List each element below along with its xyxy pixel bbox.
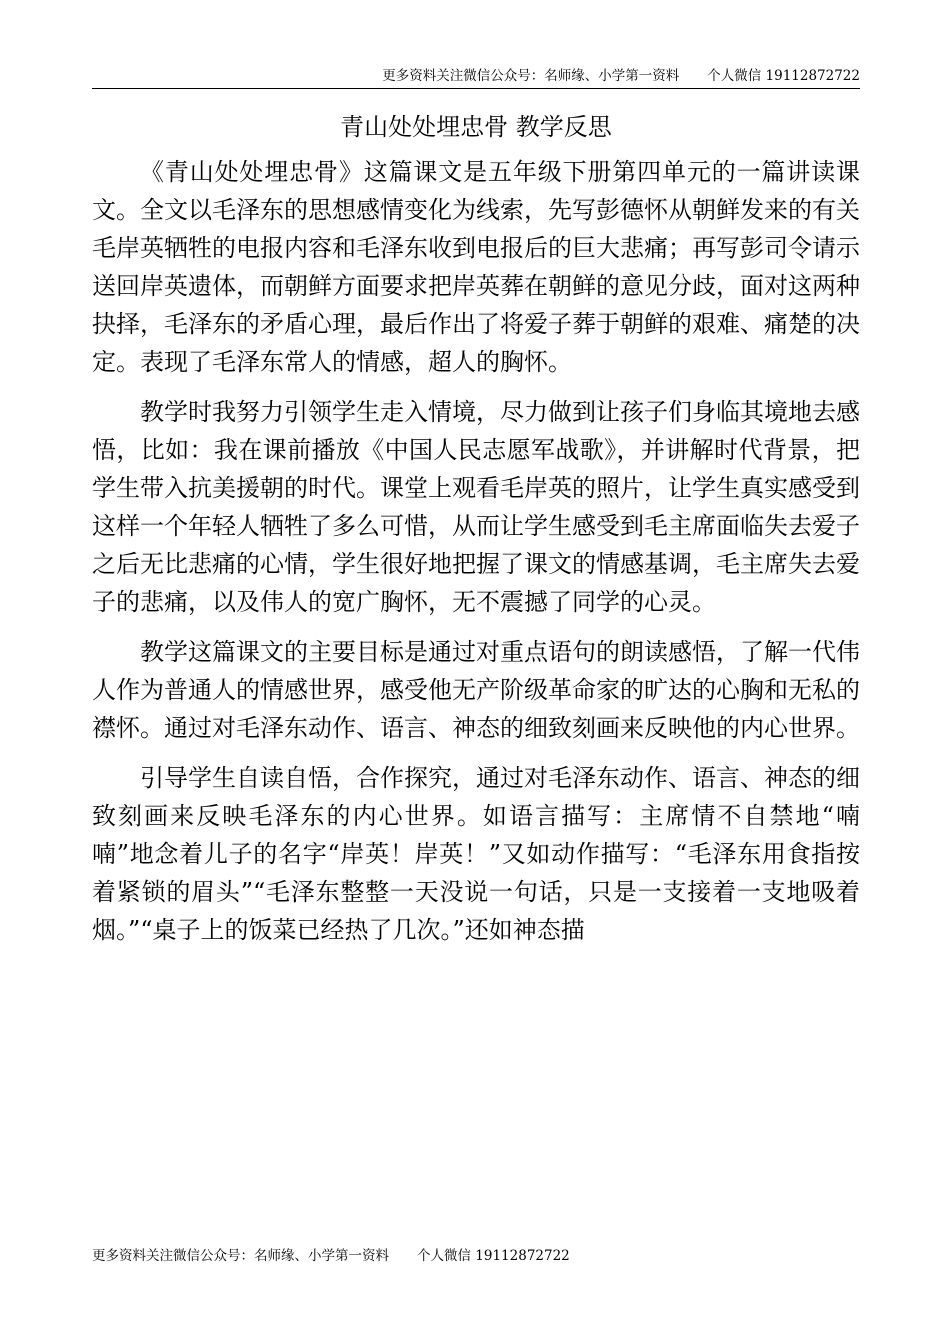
document-title: 青山处处埋忠骨 教学反思	[340, 113, 612, 141]
footer-promo-text: 更多资料关注微信公众号：名师缘、小学第一资料	[92, 1248, 389, 1264]
paragraph-4: 引导学生自读自悟，合作探究，通过对毛泽东动作、语言、神态的细致刻画来反映毛泽东的内心世界。如语言描写：主席情不自禁地“喃喃”地念着儿子的名字“岸英！岸英！”又如动作描写：“毛泽东用食指按着紧锁的眉头”“毛泽东整整一天没说一句话，只是一支接着一支地吸着烟。”“桌子上的饭菜已经热了几次。”还如神态描	[92, 764, 860, 944]
footer-wechat-text: 个人微信 19112872722	[417, 1248, 570, 1264]
page-footer	[92, 1248, 570, 1264]
paragraph-3: 教学这篇课文的主要目标是通过对重点语句的朗读感悟，了解一代伟人作为普通人的情感世界，感受他无产阶级革命家的旷达的心胸和无私的襟怀。通过对毛泽东动作、语言、神态的细致刻画来反映他的内心世界。	[92, 638, 860, 742]
document-body	[92, 153, 860, 961]
header-promo-text: 更多资料关注微信公众号：名师缘、小学第一资料	[382, 68, 680, 84]
paragraph-2: 教学时我努力引领学生走入情境，尽力做到让孩子们身临其境地去感悟，比如：我在课前播放《中国人民志愿军战歌》，并讲解时代背景，把学生带入抗美援朝的时代。课堂上观看毛岸英的照片，让学生真实感受到这样一个年轻人牺牲了多么可惜，从而让学生感受到毛主席面临失去爱子之后无比悲痛的心情，学生很好地把握了课文的情感基调，毛主席失去爱子的悲痛，以及伟人的宽广胸怀，无不震撼了同学的心灵。	[92, 398, 860, 616]
page-header	[92, 68, 860, 89]
header-wechat-text: 个人微信 19112872722	[707, 68, 860, 84]
paragraph-1: 《青山处处埋忠骨》这篇课文是五年级下册第四单元的一篇讲读课文。全文以毛泽东的思想感情变化为线索，先写彭德怀从朝鲜发来的有关毛岸英牺牲的电报内容和毛泽东收到电报后的巨大悲痛；再写彭司令请示送回岸英遗体，而朝鲜方面要求把岸英葬在朝鲜的意见分歧，面对这两种抉择，毛泽东的矛盾心理，最后作出了将爱子葬于朝鲜的艰难、痛楚的决定。表现了毛泽东常人的情感，超人的胸怀。	[92, 158, 860, 376]
